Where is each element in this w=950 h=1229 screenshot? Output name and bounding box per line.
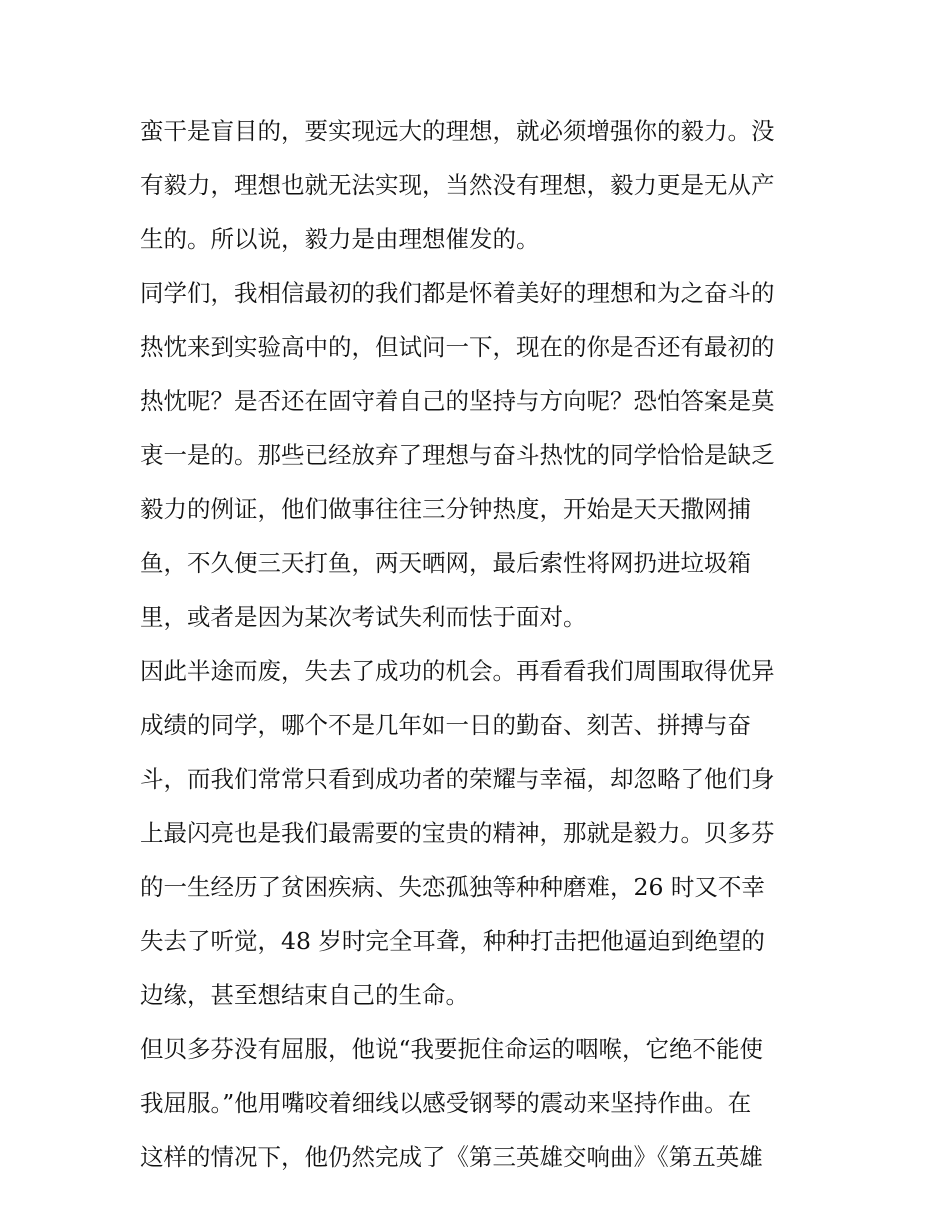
text-line: 但贝多芬没有屈服，他说“我要扼住命运的咽喉，它绝不能使 <box>140 1035 764 1063</box>
text-line: 有毅力，理想也就无法实现，当然没有理想，毅力更是无从产 <box>140 171 775 199</box>
text-line: 失去了听觉，48 岁时完全耳聋，种种打击把他逼迫到绝望的 <box>140 927 765 955</box>
text-line: 热忱呢？是否还在固守着自己的坚持与方向呢？恐怕答案是莫 <box>140 387 775 415</box>
text-line: 鱼，不久便三天打鱼，两天晒网，最后索性将网扔进垃圾箱 <box>140 549 751 577</box>
text-line: 热忱来到实验高中的，但试问一下，现在的你是否还有最初的 <box>140 333 775 361</box>
text-line: 上最闪亮也是我们最需要的宝贵的精神，那就是毅力。贝多芬 <box>140 819 775 847</box>
text-line: 的一生经历了贫困疾病、失恋孤独等种种磨难，26 时又不幸 <box>140 873 765 901</box>
text-line: 这样的情况下，他仍然完成了《第三英雄交响曲》《第五英雄 <box>140 1143 763 1171</box>
text-line: 里，或者是因为某次考试失利而怯于面对。 <box>140 603 587 631</box>
text-line: 斗，而我们常常只看到成功者的荣耀与幸福，却忽略了他们身 <box>140 765 775 793</box>
text-line: 生的。所以说，毅力是由理想催发的。 <box>140 225 540 253</box>
text-line: 蛮干是盲目的，要实现远大的理想，就必须增强你的毅力。没 <box>140 117 775 145</box>
document-body <box>140 104 812 1184</box>
text-line: 我屈服。”他用嘴咬着细线以感受钢琴的震动来坚持作曲。在 <box>140 1089 752 1117</box>
text-line: 成绩的同学，哪个不是几年如一日的勤奋、刻苦、拼搏与奋 <box>140 711 751 739</box>
text-line: 衷一是的。那些已经放弃了理想与奋斗热忱的同学恰恰是缺乏 <box>140 441 775 469</box>
text-line: 因此半途而废，失去了成功的机会。再看看我们周围取得优异 <box>140 657 775 685</box>
text-line: 毅力的例证，他们做事往往三分钟热度，开始是天天撒网捕 <box>140 495 751 523</box>
text-line: 边缘，甚至想结束自己的生命。 <box>140 981 469 1009</box>
text-line: 同学们，我相信最初的我们都是怀着美好的理想和为之奋斗的 <box>140 279 775 307</box>
